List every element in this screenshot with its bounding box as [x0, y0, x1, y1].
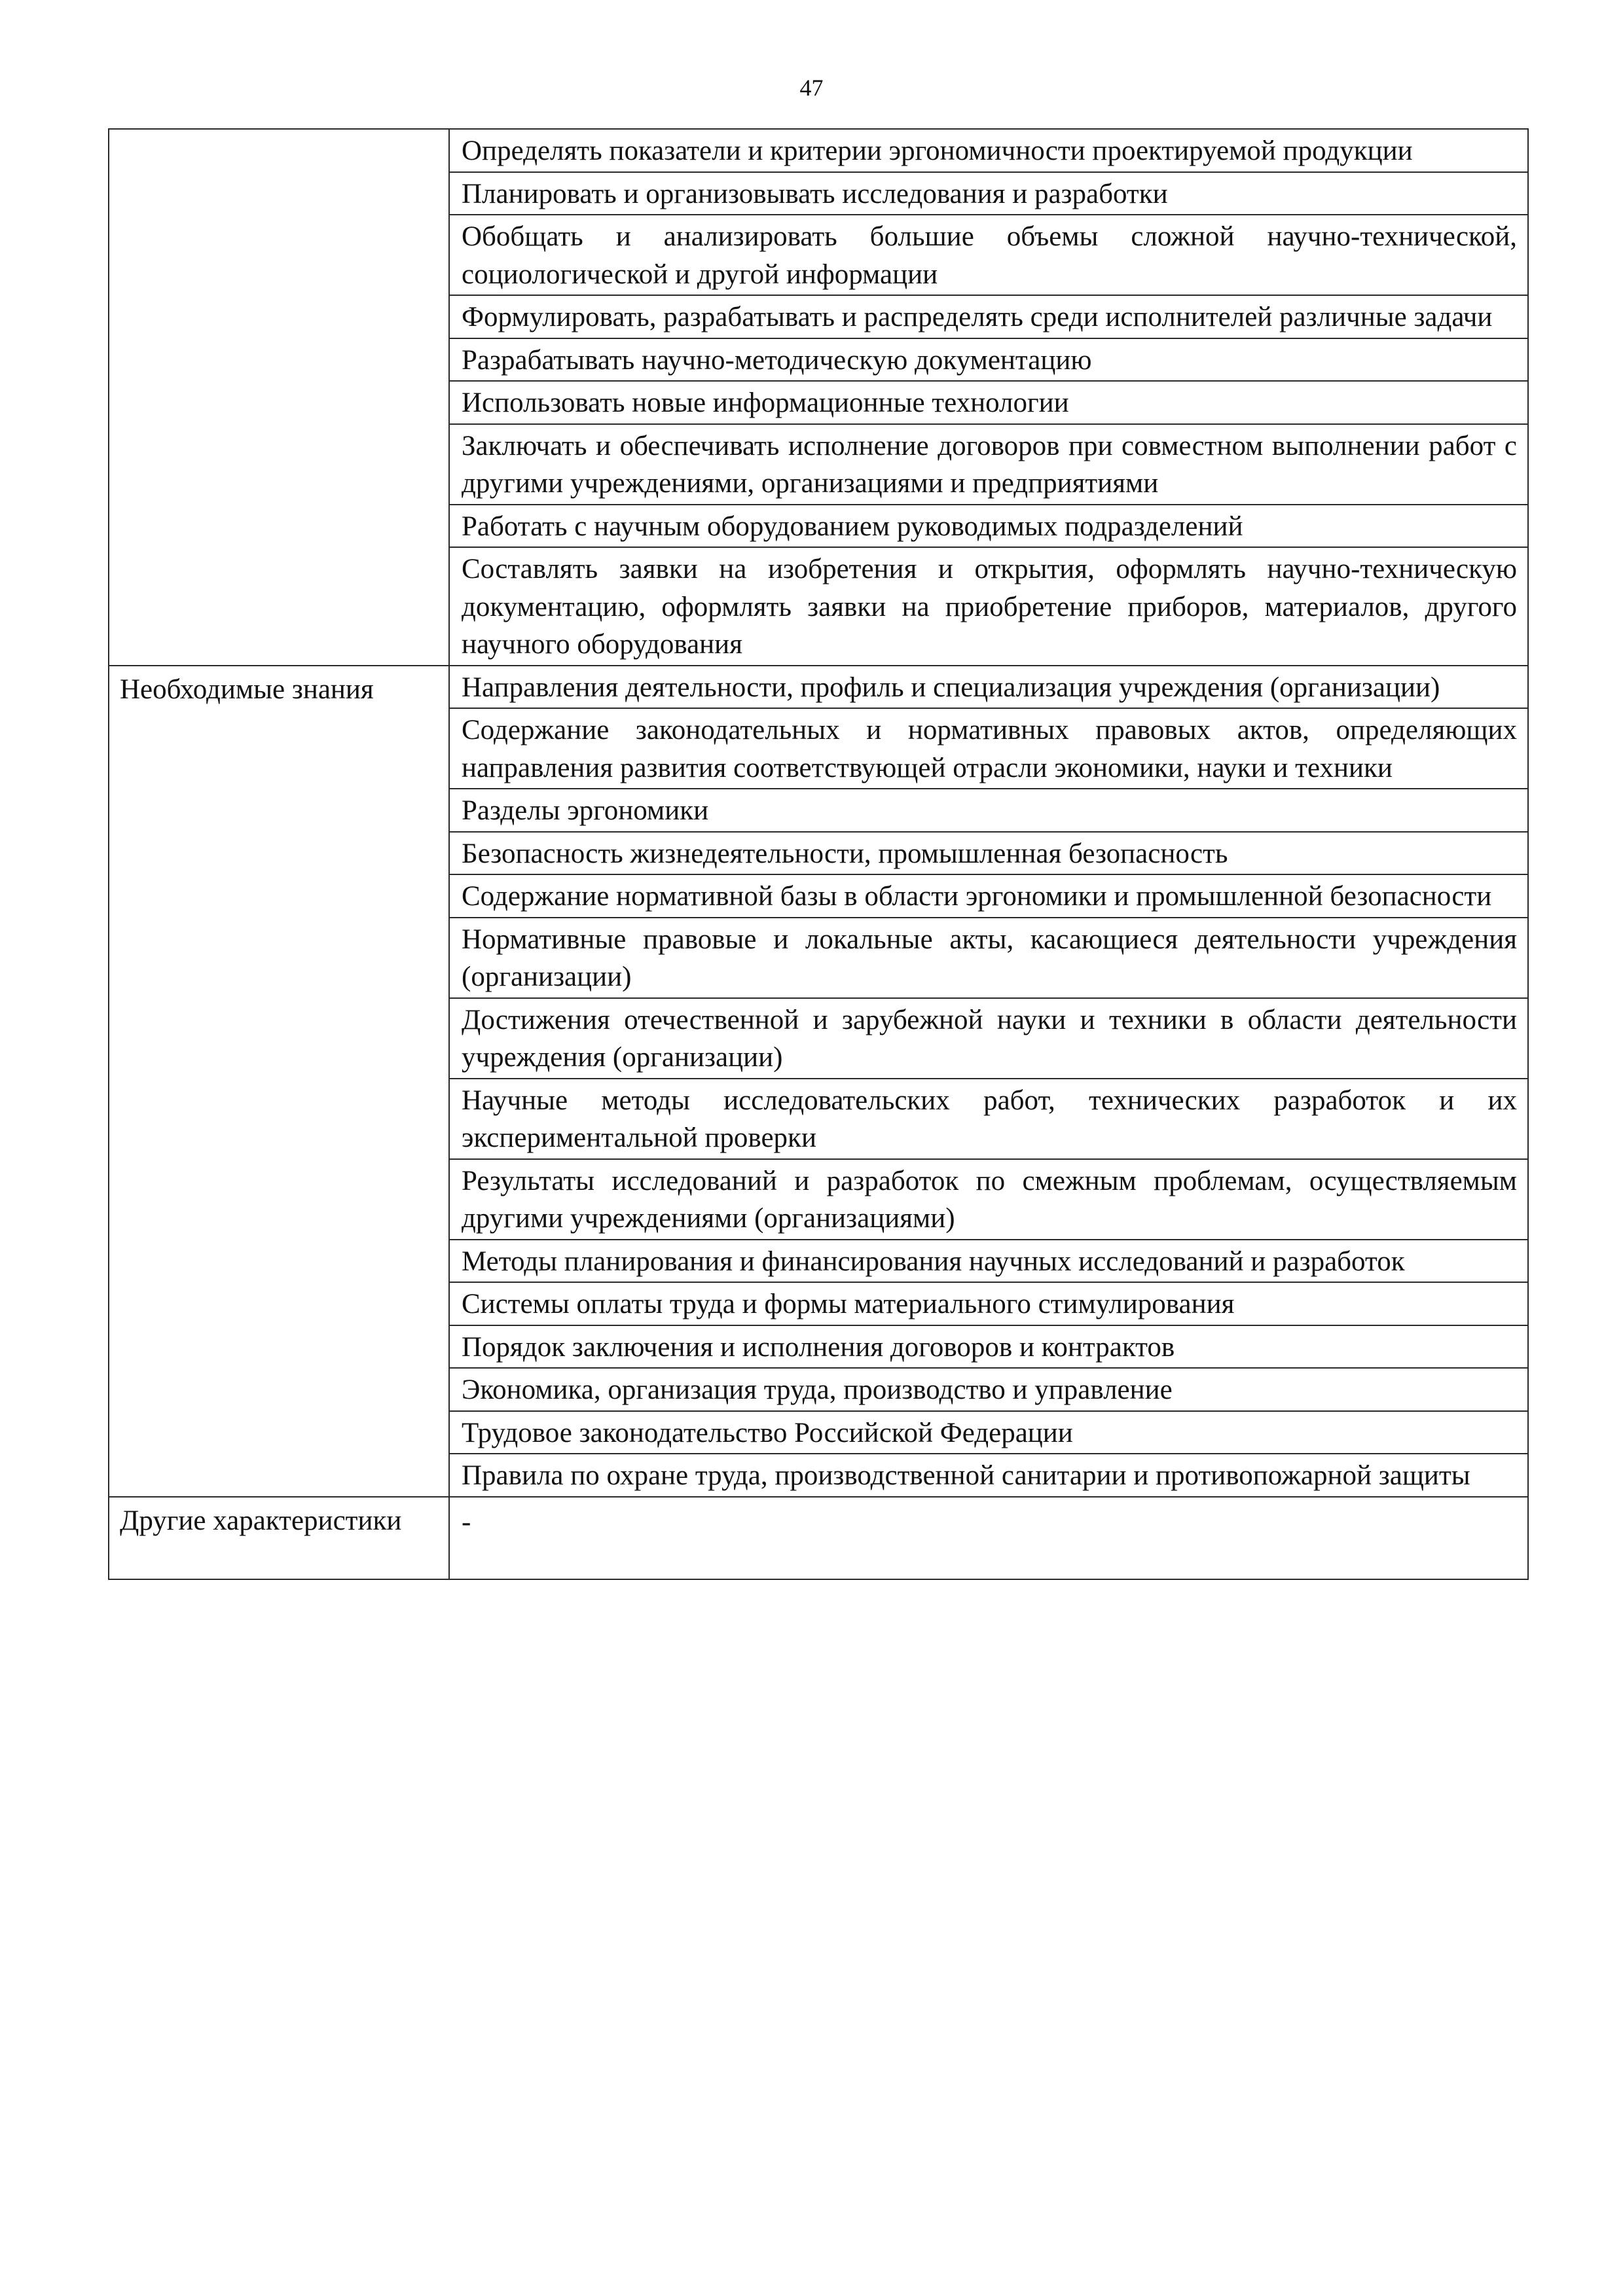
knowledge-item: Достижения отечественной и зарубежной науки и техники в области деятельности учреждения (организации) — [450, 999, 1527, 1079]
knowledge-item: Методы планирования и финансирования научных исследований и разработок — [450, 1240, 1527, 1283]
knowledge-item: Направления деятельности, профиль и специализация учреждения (организации) — [450, 666, 1527, 709]
knowledge-row — [109, 666, 1528, 1497]
requirements-table — [108, 128, 1527, 1580]
skill-item: Работать с научным оборудованием руководимых подразделений — [450, 505, 1527, 548]
knowledge-item: Результаты исследований и разработок по смежным проблемам, осуществляемым другими учреждениями (организациями) — [450, 1160, 1527, 1240]
knowledge-item: Разделы эргономики — [450, 789, 1527, 833]
other-row — [109, 1497, 1528, 1579]
other-label: Другие характеристики — [109, 1497, 449, 1579]
skill-item: Планировать и организовывать исследования и разработки — [450, 173, 1527, 216]
knowledge-item: Содержание нормативной базы в области эргономики и промышленной безопасности — [450, 875, 1527, 918]
skills-row — [109, 129, 1528, 666]
knowledge-item: Содержание законодательных и нормативных правовых актов, определяющих направления развития соответствующей отрасли экономики, науки и техники — [450, 709, 1527, 789]
skills-label-cell — [109, 129, 449, 666]
knowledge-item: Научные методы исследовательских работ, технических разработок и их экспериментальной проверки — [450, 1079, 1527, 1160]
skill-item: Разрабатывать научно-методическую документацию — [450, 339, 1527, 382]
knowledge-item: Безопасность жизнедеятельности, промышленная безопасность — [450, 833, 1527, 876]
other-cell — [449, 1497, 1528, 1579]
knowledge-item: Системы оплаты труда и формы материального стимулирования — [450, 1283, 1527, 1326]
knowledge-label: Необходимые знания — [109, 666, 449, 1497]
other-value: - — [462, 1506, 471, 1537]
knowledge-item: Экономика, организация труда, производство и управление — [450, 1369, 1527, 1412]
skill-item: Формулировать, разрабатывать и распределять среди исполнителей различные задачи — [450, 296, 1527, 339]
skill-item: Обобщать и анализировать большие объемы сложной научно-технической, социологической и другой информации — [450, 215, 1527, 296]
knowledge-item: Правила по охране труда, производственной санитарии и противопожарной защиты — [462, 1460, 1470, 1491]
skill-item: Заключать и обеспечивать исполнение договоров при совместном выполнении работ с другими учреждениями, организациями и предприятиями — [450, 425, 1527, 505]
knowledge-item: Нормативные правовые и локальные акты, касающиеся деятельности учреждения (организации) — [450, 918, 1527, 999]
skill-item: Использовать новые информационные технологии — [450, 382, 1527, 425]
skill-item: Определять показатели и критерии эргономичности проектируемой продукции — [450, 130, 1527, 173]
page-number: 47 — [799, 75, 824, 101]
knowledge-item: Порядок заключения и исполнения договоров и контрактов — [450, 1326, 1527, 1369]
skill-item: Составлять заявки на изобретения и открытия, оформлять научно-техническую документацию, оформлять заявки на приобретение приборов, материалов, другого научного оборудования — [462, 554, 1517, 660]
knowledge-item: Трудовое законодательство Российской Федерации — [450, 1412, 1527, 1455]
knowledge-list — [449, 666, 1528, 1497]
skills-list — [449, 129, 1528, 666]
